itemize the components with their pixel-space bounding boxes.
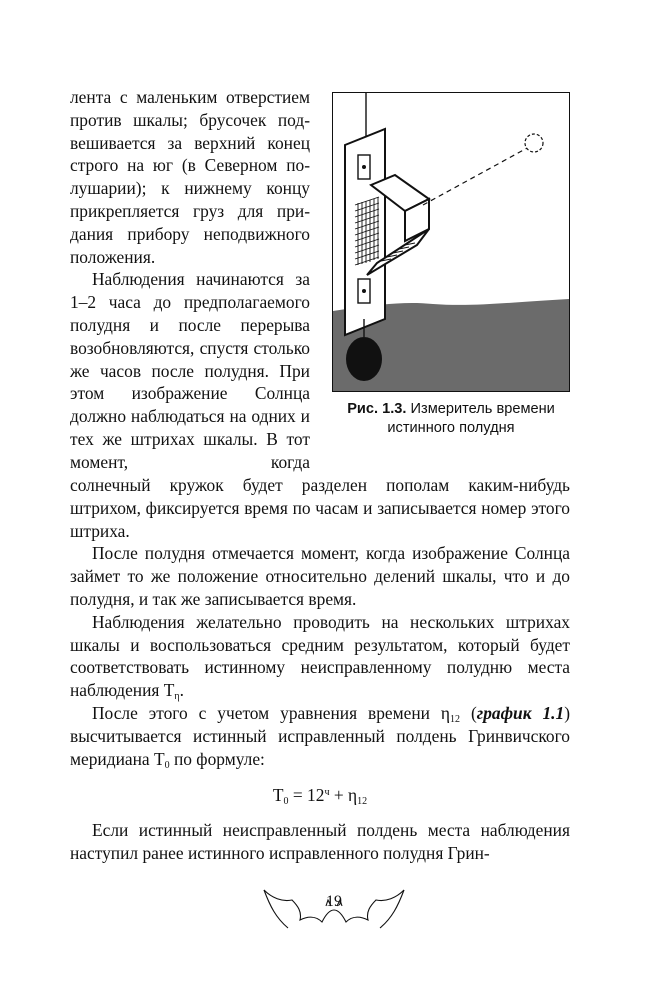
- figure-label: Рис. 1.3.: [347, 401, 407, 417]
- t0-subscript: 0: [164, 759, 170, 771]
- paragraph-multiple-strokes: [70, 611, 570, 702]
- formula-t: T: [272, 785, 284, 806]
- left-text-column: [70, 86, 310, 474]
- formula-eq: = 12: [288, 785, 325, 806]
- sun-icon: [525, 134, 543, 152]
- figure-caption: [322, 400, 580, 438]
- formula-plus-eta: + η: [329, 785, 358, 806]
- page-number: 19: [326, 893, 342, 910]
- figure-noon-meter: [332, 92, 570, 392]
- chart-reference: график 1.1: [476, 702, 565, 723]
- paragraph-equation-of-time: [70, 702, 570, 770]
- formula-eta-sub: 12: [357, 796, 368, 808]
- p4-c: ) высчитывается истинный исправленный полдень Гринвичского меридиана T: [70, 702, 571, 769]
- p4-b: (: [460, 702, 477, 723]
- weight-icon: [346, 337, 382, 381]
- paragraph-continuation: солнечный кружок будет разделен пополам каким-нибудь штрихом, фиксируется время по часам и записывается номер этого штриха.: [70, 475, 570, 541]
- eta-subscript: 12: [450, 713, 461, 725]
- t-eta-subscript: η: [174, 691, 180, 703]
- paragraph-observation-start: Наблюдения начинаются за 1–2 часа до предполагаемого полудня и после перерыва возобновляются, спустя столько же часов после полудня. При этом изображение Солнца должно наблюдаться на одних и тех же штрихах шкалы. В тот момент, когда: [70, 269, 310, 472]
- p3-text: Наблюдения желательно проводить на нескольких штрихах шкалы и воспользоваться средним результатом, который будет соответствовать истинному неисправленному полудню места наблюдения T: [70, 611, 570, 701]
- noon-meter-illustration: [333, 93, 569, 391]
- formula-t-sub: 0: [283, 796, 289, 808]
- p3-end: .: [179, 680, 184, 701]
- p4-a: После этого с учетом уравнения времени η: [92, 702, 451, 723]
- formula-hours-sup: ч: [324, 787, 330, 799]
- paragraph-instrument-description: лента с маленьким отверстием против шкалы; брусочек подвешивается за верхний конец строго на юг (в Северном полушарии); к нижнему концу прикрепляется груз для придания прибору неподвижного положения.: [70, 87, 310, 267]
- p4-d: по формуле:: [169, 748, 265, 769]
- bar-hole-top: [362, 165, 366, 169]
- sun-ray: [423, 147, 529, 205]
- formula: [70, 784, 570, 807]
- bar-hole-bottom: [362, 289, 366, 293]
- paragraph-comparison: Если истинный неисправленный полдень места наблюдения наступил ранее истинного исправленного полудня Грин-: [70, 820, 570, 863]
- paragraph-afternoon: После полудня отмечается момент, когда изображение Солнца займет то же положение относительно делений шкалы, что и до полудня, и так же записывается время.: [70, 543, 570, 609]
- full-text-column: [70, 474, 570, 865]
- figure-caption-text: Измеритель времени истинного полудня: [387, 401, 555, 436]
